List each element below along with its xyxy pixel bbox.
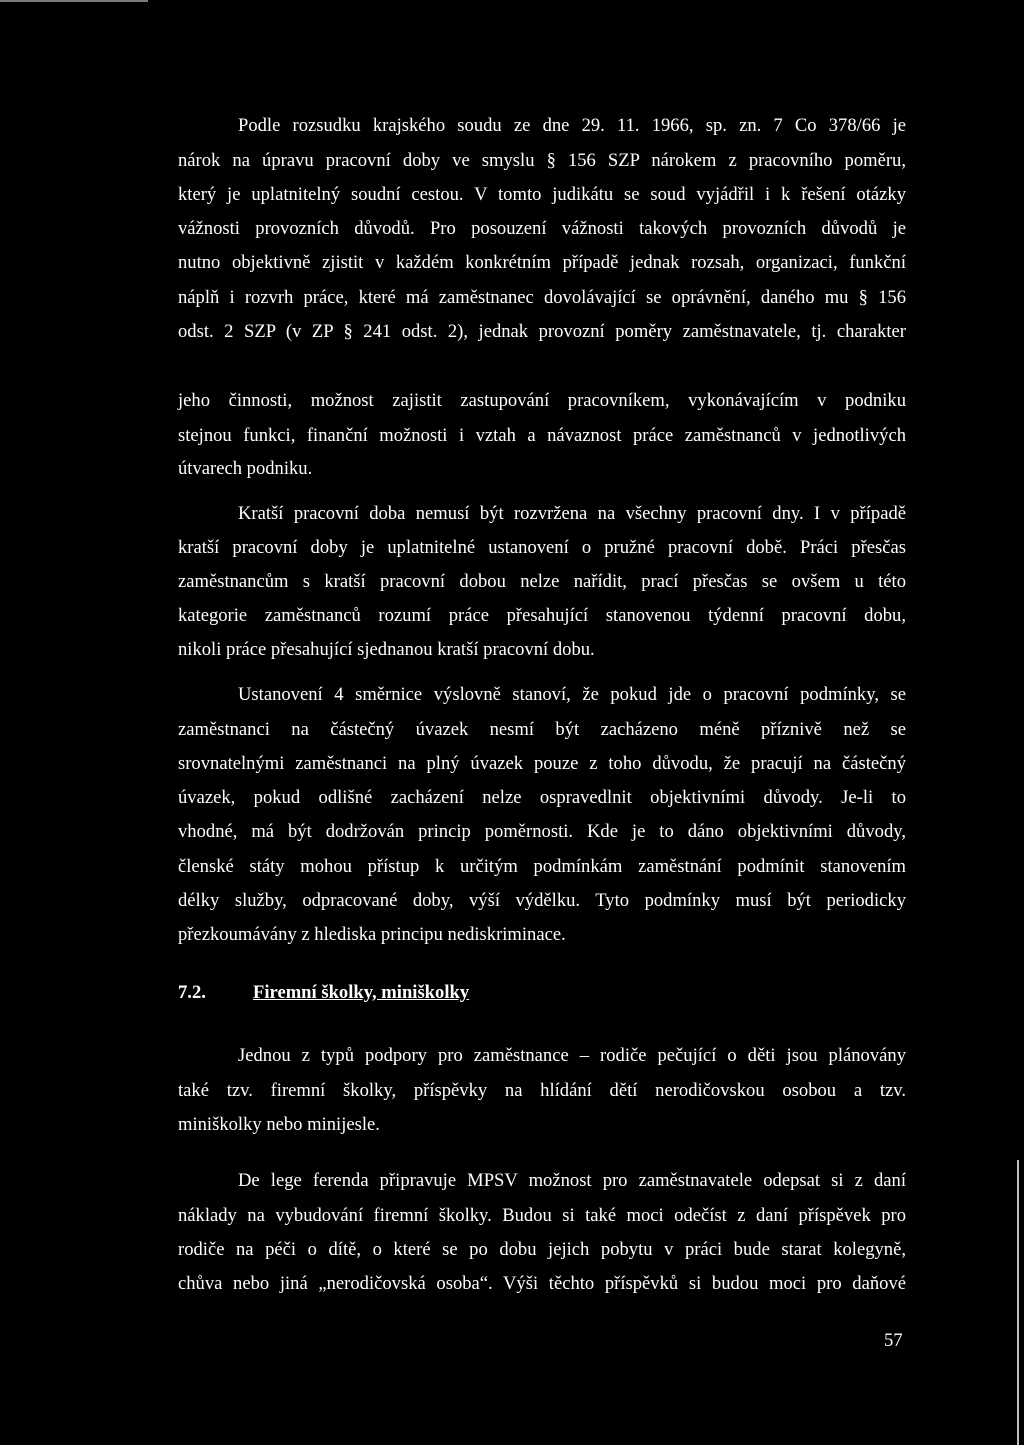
text-line: náklady na vybudování firemní školky. Budou si také moci odečíst z daní příspěvek pro (178, 1205, 906, 1226)
text-line: délky služby, odpracované doby, výší výdělku. Tyto podmínky musí být periodicky (178, 890, 906, 911)
text-line: který je uplatnitelný soudní cestou. V tomto judikátu se soud vyjádřil i k řešení otázky (178, 184, 906, 205)
text-line: De lege ferenda připravuje MPSV možnost pro zaměstnavatele odepsat si z daní (238, 1170, 906, 1191)
section-title: Firemní školky, miniškolky (253, 982, 470, 1003)
text-line: Jednou z typů podpory pro zaměstnance – rodiče pečující o děti jsou plánovány (238, 1045, 906, 1066)
text-line: náplň i rozvrh práce, které má zaměstnanec dovolávající se oprávnění, daného mu § 156 (178, 287, 906, 308)
text-line: Kratší pracovní doba nemusí být rozvržena na všechny pracovní dny. I v případě (238, 503, 906, 524)
text-line: jeho činnosti, možnost zajistit zastupování pracovníkem, vykonávajícím v podniku (178, 390, 906, 411)
text-line: kategorie zaměstnanců rozumí práce přesahující stanovenou týdenní pracovní dobu, (178, 605, 906, 626)
text-line: zaměstnancům s kratší pracovní dobou nelze nařídit, prací přesčas se ovšem u této (178, 571, 906, 592)
scan-edge-right (1017, 1160, 1019, 1445)
text-line: Ustanovení 4 směrnice výslovně stanoví, že pokud jde o pracovní podmínky, se (238, 684, 906, 705)
text-line: zaměstnanci na částečný úvazek nesmí být zacházeno méně příznivě než se (178, 719, 906, 740)
text-line: úvazek, pokud odlišné zacházení nelze ospravedlnit objektivními důvody. Je-li to (178, 787, 906, 808)
text-line: přezkoumávány z hlediska principu nediskriminace. (178, 924, 566, 945)
text-line: nikoli práce přesahující sjednanou kratší pracovní dobu. (178, 639, 595, 660)
text-line: rodiče na péči o dítě, o které se po dobu jejich pobytu v práci bude starat kolegyně, (178, 1239, 906, 1260)
text-line: miniškolky nebo minijesle. (178, 1114, 380, 1135)
text-line: odst. 2 SZP (v ZP § 241 odst. 2), jednak provozní poměry zaměstnavatele, tj. charakter (178, 321, 906, 342)
text-line: chůva nebo jiná „nerodičovská osoba“. Výši těchto příspěvků si budou moci pro daňové (178, 1273, 906, 1294)
text-line: vážnosti provozních důvodů. Pro posouzení vážnosti takových provozních důvodů je (178, 218, 906, 239)
scan-edge-top (0, 0, 148, 2)
text-line: také tzv. firemní školky, příspěvky na hlídání dětí nerodičovskou osobou a tzv. (178, 1080, 906, 1101)
text-line: nutno objektivně zjistit v každém konkrétním případě jednak rozsah, organizaci, funkční (178, 252, 906, 273)
text-line: nárok na úpravu pracovní doby ve smyslu § 156 SZP nárokem z pracovního poměru, (178, 150, 906, 171)
text-line: Podle rozsudku krajského soudu ze dne 29. 11. 1966, sp. zn. 7 Co 378/66 je (238, 115, 906, 136)
text-line: vhodné, má být dodržován princip poměrnosti. Kde je to dáno objektivními důvody, (178, 821, 906, 842)
section-number: 7.2. (178, 982, 206, 1003)
text-line: srovnatelnými zaměstnanci na plný úvazek pouze z toho důvodu, že pracují na částečný (178, 753, 906, 774)
text-line: kratší pracovní doby je uplatnitelné ustanovení o pružné pracovní době. Práci přesčas (178, 537, 906, 558)
page-number: 57 (884, 1330, 903, 1351)
text-line: útvarech podniku. (178, 458, 313, 479)
text-line: členské státy mohou přístup k určitým podmínkám zaměstnání podmínit stanovením (178, 856, 906, 877)
text-line: stejnou funkci, finanční možnosti i vztah a návaznost práce zaměstnanců v jednotlivých (178, 425, 906, 446)
